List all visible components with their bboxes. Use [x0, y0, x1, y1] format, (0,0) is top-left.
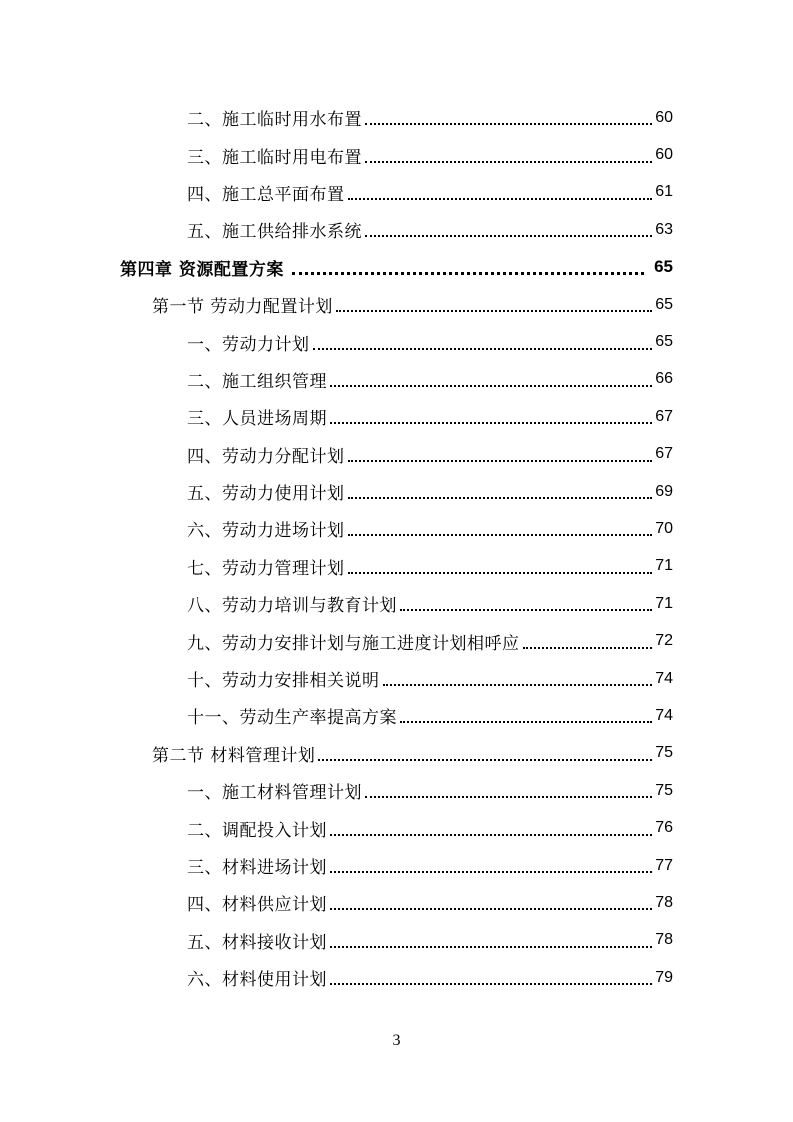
table-of-contents: [0, 99, 793, 996]
toc-dot-leader: [383, 683, 653, 686]
toc-entry-title: 四、劳动力分配计划: [187, 446, 345, 467]
toc-entry[interactable]: [0, 361, 793, 398]
toc-entry[interactable]: [0, 398, 793, 435]
toc-section-entry[interactable]: [0, 286, 793, 323]
toc-entry-page: 74: [655, 706, 673, 724]
toc-entry-title: 四、施工总平面布置: [187, 184, 345, 205]
toc-entry-page: 67: [655, 407, 673, 425]
toc-entry[interactable]: [0, 660, 793, 697]
toc-entry-page: 74: [655, 669, 673, 687]
toc-entry-page: 71: [655, 594, 673, 612]
toc-entry-title: 六、劳动力进场计划: [187, 521, 345, 542]
toc-dot-leader: [523, 646, 653, 649]
toc-entry-page: 65: [655, 333, 673, 351]
toc-dot-leader: [330, 421, 652, 424]
toc-entry-page: 79: [655, 968, 673, 986]
toc-chapter-entry[interactable]: [0, 249, 793, 286]
toc-entry-page: 75: [655, 744, 673, 762]
toc-entry[interactable]: [0, 585, 793, 622]
toc-dot-leader: [400, 608, 652, 611]
toc-entry[interactable]: [0, 211, 793, 248]
toc-entry-title: 二、施工临时用水布置: [187, 110, 362, 131]
toc-entry-title: 第四章 资源配置方案: [120, 259, 284, 280]
toc-entry-title: 第二节 材料管理计划: [152, 745, 316, 766]
toc-entry[interactable]: [0, 136, 793, 173]
toc-entry-page: 70: [655, 519, 673, 537]
toc-entry-page: 69: [655, 482, 673, 500]
toc-dot-leader: [365, 160, 652, 163]
toc-dot-leader: [330, 384, 652, 387]
toc-entry-title: 九、劳动力安排计划与施工进度计划相呼应: [187, 633, 520, 654]
toc-entry[interactable]: [0, 809, 793, 846]
toc-entry-page: 78: [655, 893, 673, 911]
toc-entry[interactable]: [0, 622, 793, 659]
toc-dot-leader: [330, 945, 652, 948]
toc-entry-title: 六、材料使用计划: [187, 970, 327, 991]
toc-entry[interactable]: [0, 772, 793, 809]
toc-entry[interactable]: [0, 847, 793, 884]
toc-entry[interactable]: [0, 697, 793, 734]
toc-entry[interactable]: [0, 510, 793, 547]
toc-entry-title: 二、调配投入计划: [187, 820, 327, 841]
toc-entry-title: 十一、劳动生产率提高方案: [187, 708, 397, 729]
toc-section-entry[interactable]: [0, 735, 793, 772]
page-number: 3: [392, 1032, 401, 1049]
toc-entry-title: 八、劳动力培训与教育计划: [187, 596, 397, 617]
toc-dot-leader: [365, 234, 652, 237]
toc-entry-title: 五、施工供给排水系统: [187, 222, 362, 243]
toc-entry-title: 三、材料进场计划: [187, 858, 327, 878]
toc-entry-page: 67: [655, 445, 673, 463]
toc-dot-leader: [365, 795, 652, 798]
toc-entry[interactable]: [0, 99, 793, 136]
toc-entry[interactable]: [0, 436, 793, 473]
toc-entry-title: 一、施工材料管理计划: [187, 783, 362, 804]
toc-entry[interactable]: [0, 548, 793, 585]
toc-dot-leader: [292, 271, 644, 275]
toc-dot-leader: [348, 496, 653, 499]
toc-dot-leader: [330, 870, 652, 873]
toc-entry-title: 五、材料接收计划: [187, 932, 327, 953]
toc-entry-page: 66: [655, 370, 673, 388]
toc-entry-page: 72: [655, 632, 673, 650]
toc-dot-leader: [365, 122, 652, 125]
toc-entry-title: 五、劳动力使用计划: [187, 484, 345, 505]
toc-entry[interactable]: [0, 174, 793, 211]
toc-entry-page: 71: [655, 557, 673, 575]
toc-entry-page: 65: [654, 257, 673, 277]
toc-entry-page: 76: [655, 819, 673, 837]
toc-entry-page: 78: [655, 931, 673, 949]
toc-dot-leader: [330, 982, 652, 985]
toc-entry[interactable]: [0, 473, 793, 510]
toc-entry-page: 65: [655, 295, 673, 313]
toc-entry[interactable]: [0, 959, 793, 996]
toc-dot-leader: [400, 720, 652, 723]
toc-dot-leader: [330, 833, 652, 836]
toc-entry-title: 三、人员进场周期: [187, 409, 327, 430]
toc-entry-title: 第一节 劳动力配置计划: [152, 297, 333, 318]
toc-entry-title: 二、施工组织管理: [187, 371, 327, 392]
toc-entry[interactable]: [0, 922, 793, 959]
toc-entry-title: 十、劳动力安排相关说明: [187, 671, 380, 692]
toc-dot-leader: [330, 907, 652, 910]
toc-dot-leader: [348, 533, 653, 536]
toc-entry-title: 四、材料供应计划: [187, 895, 327, 916]
toc-entry-title: 七、劳动力管理计划: [187, 558, 345, 579]
toc-entry-page: 63: [655, 220, 673, 238]
toc-entry-title: 一、劳动力计划: [187, 334, 310, 355]
toc-entry-page: 60: [655, 108, 673, 126]
toc-entry-title: 三、施工临时用电布置: [187, 147, 362, 168]
toc-entry-page: 60: [655, 146, 673, 164]
toc-entry[interactable]: [0, 884, 793, 921]
toc-dot-leader: [318, 758, 652, 761]
toc-entry-page: 75: [655, 781, 673, 799]
toc-dot-leader: [348, 197, 653, 200]
toc-dot-leader: [348, 571, 653, 574]
toc-dot-leader: [336, 309, 652, 312]
toc-dot-leader: [348, 459, 653, 462]
toc-entry[interactable]: [0, 323, 793, 360]
toc-dot-leader: [313, 347, 653, 350]
toc-entry-page: 77: [655, 856, 673, 874]
toc-entry-page: 61: [655, 183, 673, 201]
